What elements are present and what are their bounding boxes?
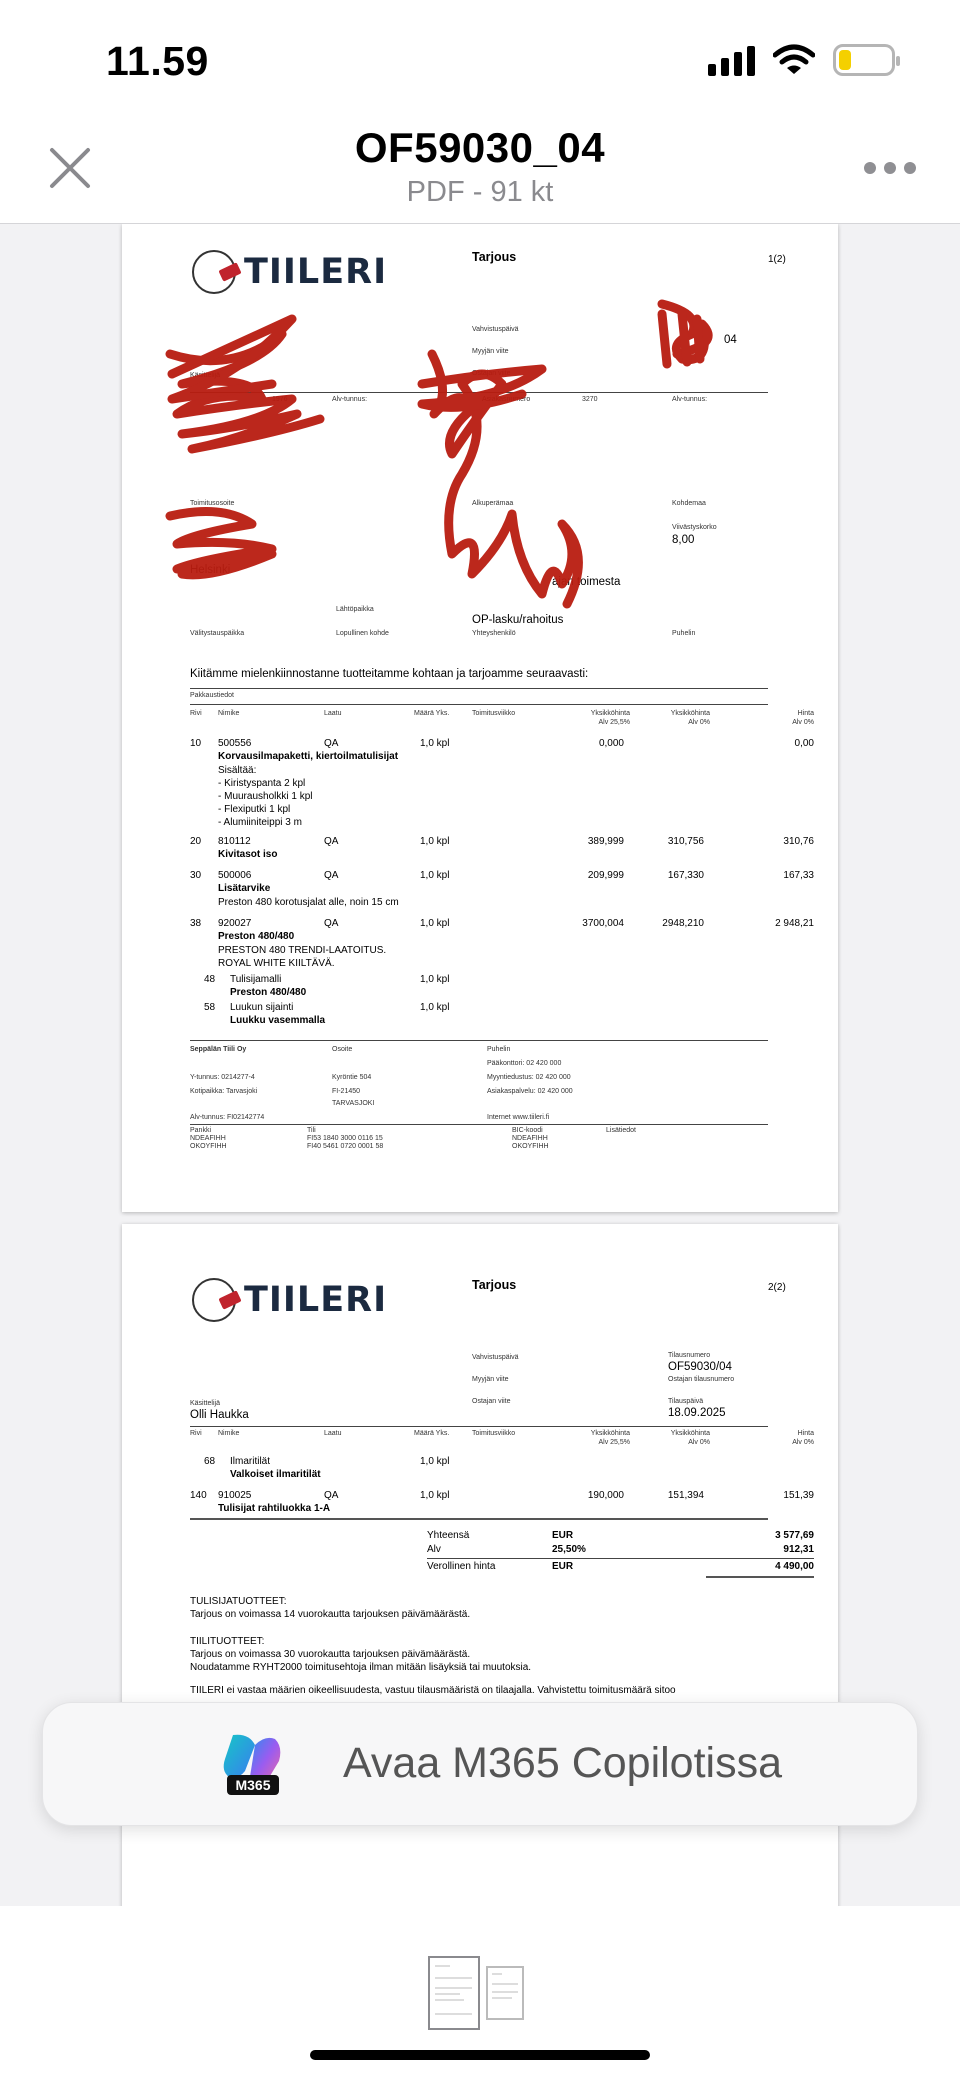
pakkaustiedot-label: Pakkaustiedot bbox=[190, 692, 234, 699]
page-number: 1(2) bbox=[768, 254, 786, 265]
field-value: Helsinki bbox=[190, 564, 231, 576]
field-label: Alkuperämaa bbox=[472, 500, 514, 507]
col-laatu: Laatu bbox=[324, 1430, 342, 1437]
col-alv0: Alv 0% bbox=[688, 1439, 710, 1446]
thumbnail-page-2[interactable] bbox=[486, 1966, 524, 2020]
signal-icon bbox=[708, 44, 755, 76]
col-yksikkohinta: Yksikköhinta bbox=[670, 710, 710, 717]
svg-text:M365: M365 bbox=[235, 1777, 271, 1793]
doc-type: Tarjous bbox=[472, 250, 517, 264]
wifi-icon bbox=[773, 44, 815, 76]
pdf-page-1: TIILERI Tarjous 1(2) Vahvistuspäivä Myyjän viite Ostajan viite 04 Käsittelijä 1976 Alv-tunnus: Asiakasnumero 3270 Alv-tunnus: Toimitusosoite Alkuperämaa Kohdemaa Viivästyskorko 8,00 Helsinki ajan toimesta Lähtöpaikka OP-lasku/rahoitus Välitystauspäikka Lopullinen kohde Yhteyshenkilö Puhelin Kiitämme mielenkiinnostanne tuotteitamme kohtaan ja tarjoamme seuraavasti: Pakkaustiedot Rivi Nimike Laatu Määrä Yks. Toimitusviikko Yksikköhinta Alv 25,5% Yksikköhinta Alv 0% Hinta Alv 0% 10 500556 QA 1,0 kpl 0,000 0,00 Korvausilmapaketti, kiertoilmatulisijat Sisältää: - Kiristyspanta 2 kpl - Muurausholkki 1 kpl - Flexiputki 1 kpl - Alumiiniteippi 3 m 20 810112 QA 1,0 kpl 389,999 310,756 310,76 Kivitasot iso 30 500006 QA 1,0 kpl 209,999 167,330 167,33 Lisätarvike Preston 480 korotusjalat alle, noin 15 cm 38 920027 QA 1,0 kpl 3700,004 2948,210 2 948,21 Preston 480/480 PRESTON 480 TRENDI-LAATOITUS. ROYAL WHITE KIILTÄVÄ. 48 Tulisijamalli 1,0 kpl Preston 480/480 58 Luukun sijainti 1,0 kpl Luukku vasemmalla Seppälän Tiili Oy Osoite Puhelin Pääkonttori: 02 420 000 Y-tunnus: 0214277-4 Kyröntie 504 Myyntiedustus: 02 420 000 Kotipaikka: Tarvasjoki FI-21450 Asiakaspalvelu: 02 420 000 TARVASJOKI Alv-tunnus: FI02142774 Internet www.tiileri.fi Pankki Tili BIC-koodi Lisätiedot NDEAFIHH FI53 1840 3000 0116 15 NDEAFIHH OKOYFIHH FI40 5461 0720 0001 58 OKOYFIHH bbox=[122, 224, 838, 1212]
field-value: Olli Haukka bbox=[190, 1409, 249, 1421]
col-nimike: Nimike bbox=[218, 710, 240, 717]
field-label: Myyjän viite bbox=[472, 1376, 509, 1383]
status-icons bbox=[708, 44, 895, 76]
col-hinta: Hinta bbox=[797, 710, 814, 717]
pdf-page-2: TIILERI Tarjous 2(2) Vahvistuspäivä Myyjän viite Ostajan viite Tilausnumero OF59030/04 Ostajan tilausnumero Tilauspäivä 18.09.2025 Käsittelijä Olli Haukka Rivi Nimike Laatu Määrä Yks. Toimitusviikko Yksikköhinta Alv 25,5% Yksikköhinta Alv 0% Hinta Alv 0% 68 Ilmaritilät 1,0 kpl Valkoiset ilmaritilät 140 910025 QA 1,0 kpl 190,000 151,394 151,39 Tulisijat rahtiluokka 1-A Yhteensä EUR 3 577,69 Alv 25,50% 912,31 Verollinen hinta EUR 4 490,00 TULISIJATUOTTEET: Tarjous on voimassa 14 vuorokautta tarjouksen päivämäärästä. TIILITUOTTEET: Tarjous on voimassa 30 vuorokautta tarjouksen päivämäärästä. Noudatamme RYHT2000 toimitusehtoja ilman mitään lisäyksiä tai muutoksia. TIILERI ei vastaa määrien oikeellisuudesta, vastuu tilausmääristä on tilaajalla. Vahvistettu toimitusmäärä sitoo bbox=[122, 1224, 838, 1906]
intro-text: Kiitämme mielenkiinnostanne tuotteitamme kohtaan ja tarjoamme seuraavasti: bbox=[190, 668, 589, 680]
status-time: 11.59 bbox=[106, 38, 209, 84]
field-label: Toimitusosoite bbox=[190, 500, 235, 507]
field-label: Vahvistuspäivä bbox=[472, 1354, 519, 1361]
field-label: Myyjän viite bbox=[472, 348, 509, 355]
field-label: Puhelin bbox=[672, 630, 696, 637]
col-yksikkohinta-alv: Yksikköhinta bbox=[590, 710, 630, 717]
col-yksikkohinta: Yksikköhinta bbox=[670, 1430, 710, 1437]
col-maara: Määrä Yks. bbox=[414, 1430, 450, 1437]
field-label: Alv-tunnus: bbox=[332, 396, 368, 403]
open-in-copilot-button[interactable] bbox=[42, 1702, 918, 1826]
field-label: Asiakasnumero bbox=[482, 396, 531, 403]
field-value: 3270 bbox=[582, 396, 598, 403]
battery-icon bbox=[833, 44, 895, 76]
field-label: Ostajan viite bbox=[472, 370, 511, 377]
m365-copilot-icon bbox=[219, 1731, 285, 1799]
field-label: Välitystauspäikka bbox=[190, 630, 245, 637]
col-maara: Määrä Yks. bbox=[414, 710, 450, 717]
field-value: OF59030/04 bbox=[668, 1361, 732, 1373]
thumbnail-preview-icon bbox=[430, 1958, 478, 2028]
nav-header bbox=[0, 110, 960, 224]
field-value: ajan toimesta bbox=[552, 576, 621, 588]
col-yksikkohinta-alv: Yksikköhinta bbox=[590, 1430, 630, 1437]
thumbnail-page-1[interactable] bbox=[428, 1956, 480, 2030]
tiileri-logo: TIILERI bbox=[192, 246, 414, 302]
field-value: OP-lasku/rahoitus bbox=[472, 614, 564, 626]
col-alv255: Alv 25,5% bbox=[598, 1439, 630, 1446]
more-options-icon[interactable] bbox=[864, 162, 916, 174]
tiileri-logo: TIILERI bbox=[192, 1274, 414, 1330]
copilot-label: Avaa M365 Copilotissa bbox=[343, 1739, 783, 1787]
thumbnail-preview-icon bbox=[488, 1968, 522, 2018]
field-label: Tilausnumero bbox=[668, 1352, 711, 1359]
field-label: Tilauspäivä bbox=[668, 1398, 704, 1405]
field-value: 04 bbox=[724, 334, 737, 346]
field-label: Lähtöpaikka bbox=[336, 606, 374, 613]
field-label: Kohdemaa bbox=[672, 500, 706, 507]
doc-type: Tarjous bbox=[472, 1278, 517, 1292]
col-rivi: Rivi bbox=[190, 710, 202, 717]
page-number: 2(2) bbox=[768, 1282, 786, 1293]
field-label: Alv-tunnus: bbox=[672, 396, 708, 403]
col-hinta-alv0: Alv 0% bbox=[792, 1439, 814, 1446]
field-label: Vahvistuspäivä bbox=[472, 326, 519, 333]
field-label: Käsittelijä bbox=[190, 1400, 220, 1407]
document-title: OF59030_04 bbox=[354, 124, 606, 171]
home-indicator bbox=[310, 2050, 650, 2060]
field-value: 18.09.2025 bbox=[668, 1407, 726, 1419]
field-label: Yhteyshenkilö bbox=[472, 630, 516, 637]
col-alv0: Alv 0% bbox=[688, 719, 710, 726]
col-alv255: Alv 25,5% bbox=[598, 719, 630, 726]
col-rivi: Rivi bbox=[190, 1430, 202, 1437]
document-subtitle: PDF - 91 kt bbox=[406, 176, 554, 208]
field-label: Ostajan tilausnumero bbox=[668, 1376, 735, 1383]
col-toimitusviikko: Toimitusviikko bbox=[472, 710, 516, 717]
field-label: Lopullinen kohde bbox=[336, 630, 389, 637]
field-label: Ostajan viite bbox=[472, 1398, 511, 1405]
status-bar bbox=[0, 0, 960, 110]
col-nimike: Nimike bbox=[218, 1430, 240, 1437]
field-label: Käsittelijä bbox=[190, 372, 220, 379]
col-hinta: Hinta bbox=[797, 1430, 814, 1437]
field-label: Viivästyskorko bbox=[672, 524, 717, 531]
col-hinta-alv0: Alv 0% bbox=[792, 719, 814, 726]
col-laatu: Laatu bbox=[324, 710, 342, 717]
pdf-viewer[interactable] bbox=[0, 224, 960, 1906]
field-value: 1976 bbox=[272, 396, 288, 403]
col-toimitusviikko: Toimitusviikko bbox=[472, 1430, 516, 1437]
field-value: 8,00 bbox=[672, 534, 695, 546]
